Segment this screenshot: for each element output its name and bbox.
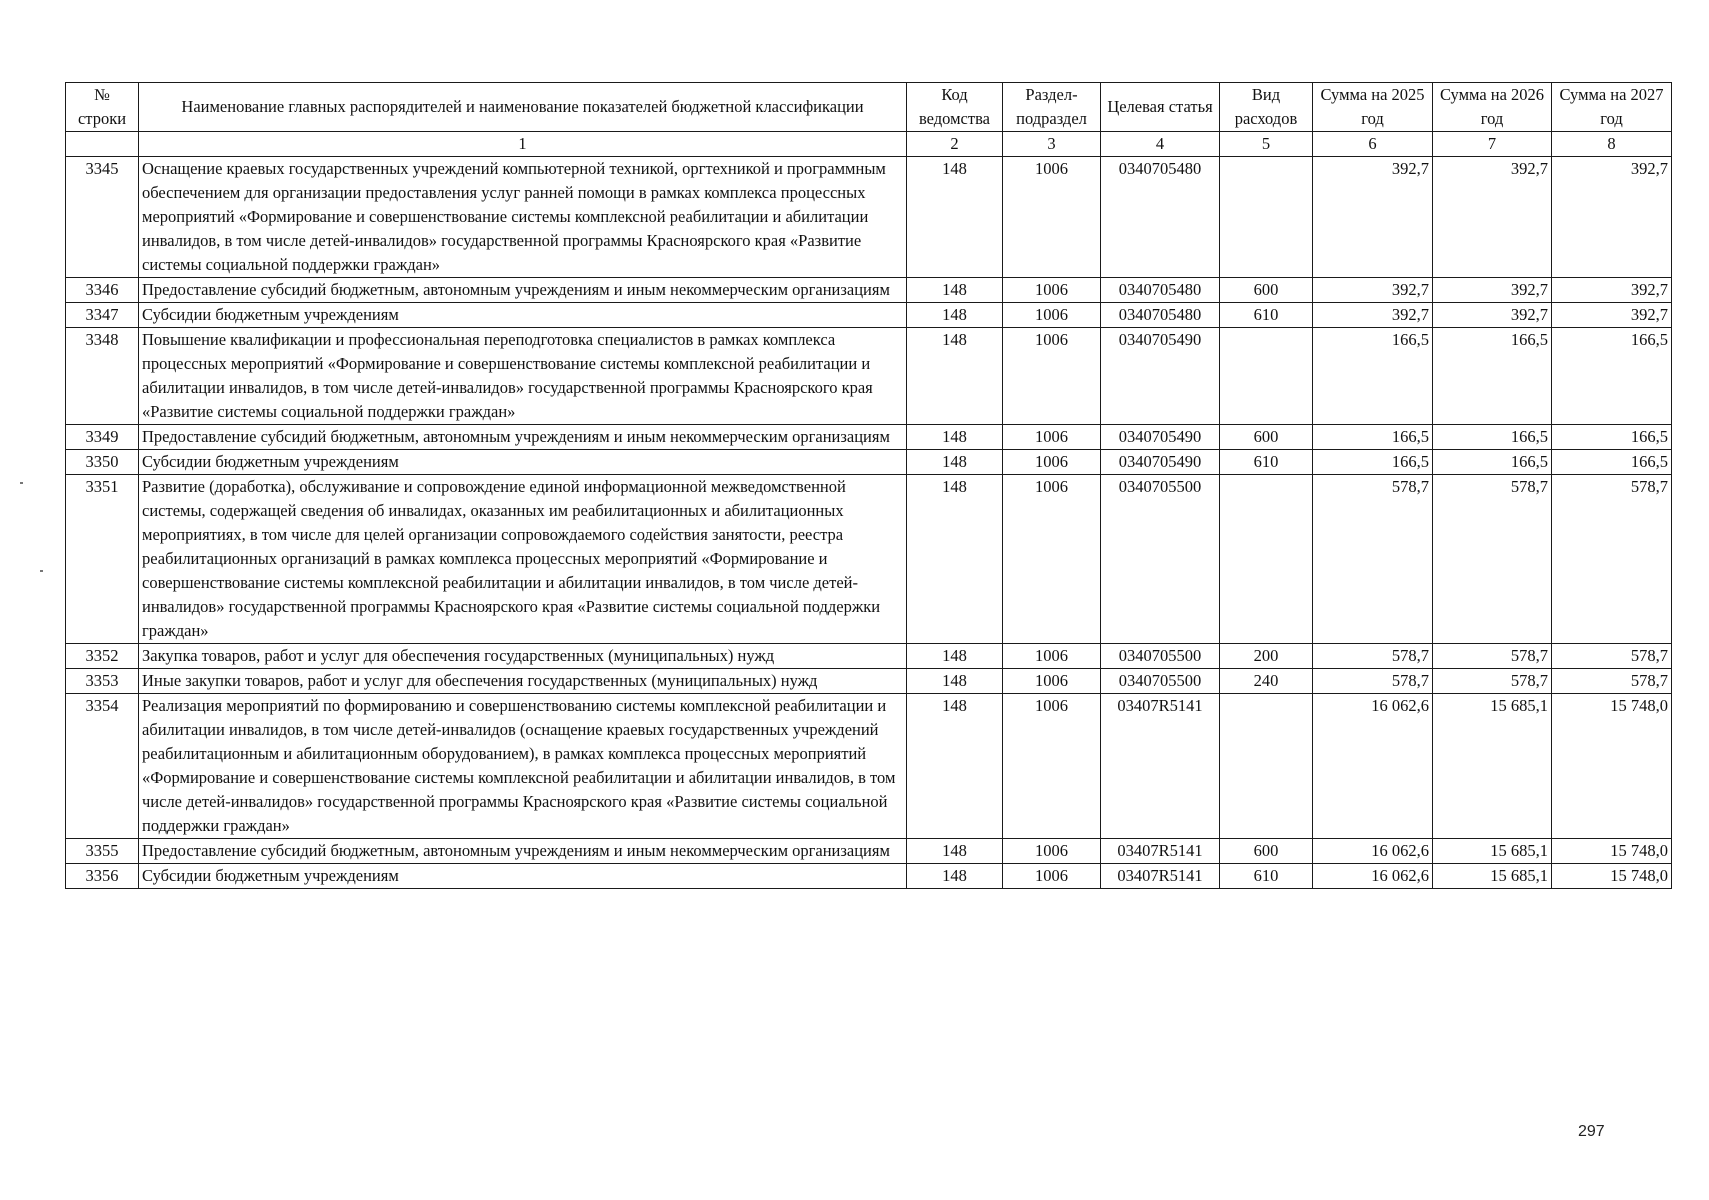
row-target: 0340705480 [1101, 303, 1220, 328]
row-name: Субсидии бюджетным учреждениям [139, 864, 907, 889]
table-row [66, 694, 1672, 839]
row-sum-2026: 578,7 [1433, 669, 1552, 694]
row-sum-2026: 166,5 [1433, 450, 1552, 475]
row-number: 3350 [66, 450, 139, 475]
table-row [66, 157, 1672, 278]
row-dept-code: 148 [907, 644, 1003, 669]
row-sum-2027: 166,5 [1552, 328, 1672, 425]
row-sum-2026: 392,7 [1433, 157, 1552, 278]
row-number: 3356 [66, 864, 139, 889]
header-dept-code: Код ведомства [907, 83, 1003, 132]
header-sum-2026: Сумма на 2026 год [1433, 83, 1552, 132]
row-section: 1006 [1003, 328, 1101, 425]
row-name: Предоставление субсидий бюджетным, автономным учреждениям и иным некоммерческим организациям [139, 839, 907, 864]
header-row-no: № строки [66, 83, 139, 132]
row-expense-type: 240 [1220, 669, 1313, 694]
row-target: 0340705500 [1101, 644, 1220, 669]
row-dept-code: 148 [907, 303, 1003, 328]
row-expense-type [1220, 475, 1313, 644]
row-number: 3354 [66, 694, 139, 839]
row-target: 0340705490 [1101, 328, 1220, 425]
row-expense-type: 200 [1220, 644, 1313, 669]
row-name: Предоставление субсидий бюджетным, автономным учреждениям и иным некоммерческим организациям [139, 425, 907, 450]
row-sum-2025: 166,5 [1313, 450, 1433, 475]
table-row [66, 475, 1672, 644]
row-expense-type: 600 [1220, 278, 1313, 303]
row-number: 3352 [66, 644, 139, 669]
column-index-cell: 2 [907, 132, 1003, 157]
header-section: Раздел-подраздел [1003, 83, 1101, 132]
row-section: 1006 [1003, 839, 1101, 864]
row-section: 1006 [1003, 450, 1101, 475]
row-sum-2026: 392,7 [1433, 303, 1552, 328]
row-sum-2025: 392,7 [1313, 157, 1433, 278]
row-sum-2025: 16 062,6 [1313, 839, 1433, 864]
row-name: Реализация мероприятий по формированию и совершенствованию системы комплексной реабилитации и абилитации инвалидов, в том числе детей-инвалидов (оснащение краевых государственных учреждений реабилитационным и абилитационным оборудованием), в рамках комплекса процессных мероприятий «Формирование и совершенствование системы комплексной реабилитации и абилитации инвалидов, в том числе детей-инвалидов» государственной программы Красноярского края «Развитие системы социальной поддержки граждан» [139, 694, 907, 839]
header-sum-2027: Сумма на 2027 год [1552, 83, 1672, 132]
row-number: 3355 [66, 839, 139, 864]
table-row [66, 864, 1672, 889]
row-section: 1006 [1003, 157, 1101, 278]
table-row [66, 839, 1672, 864]
row-dept-code: 148 [907, 328, 1003, 425]
row-expense-type: 610 [1220, 303, 1313, 328]
row-number: 3351 [66, 475, 139, 644]
row-target: 03407R5141 [1101, 694, 1220, 839]
row-sum-2025: 392,7 [1313, 278, 1433, 303]
row-sum-2026: 166,5 [1433, 425, 1552, 450]
row-sum-2026: 392,7 [1433, 278, 1552, 303]
row-name: Оснащение краевых государственных учреждений компьютерной техникой, оргтехникой и программным обеспечением для организации предоставления услуг ранней помощи в рамках комплекса процессных мероприятий «Формирование и совершенствование системы комплексной реабилитации и абилитации инвалидов, в том числе детей-инвалидов» государственной программы Красноярского края «Развитие системы социальной поддержки граждан» [139, 157, 907, 278]
table-row [66, 450, 1672, 475]
row-target: 0340705500 [1101, 669, 1220, 694]
row-name: Субсидии бюджетным учреждениям [139, 303, 907, 328]
row-dept-code: 148 [907, 864, 1003, 889]
row-section: 1006 [1003, 694, 1101, 839]
row-section: 1006 [1003, 303, 1101, 328]
scan-speck [20, 482, 23, 484]
column-index-cell: 4 [1101, 132, 1220, 157]
row-section: 1006 [1003, 475, 1101, 644]
table-row [66, 425, 1672, 450]
row-expense-type: 610 [1220, 450, 1313, 475]
row-sum-2026: 15 685,1 [1433, 864, 1552, 889]
row-expense-type: 600 [1220, 839, 1313, 864]
row-dept-code: 148 [907, 425, 1003, 450]
row-name: Иные закупки товаров, работ и услуг для обеспечения государственных (муниципальных) нужд [139, 669, 907, 694]
row-dept-code: 148 [907, 450, 1003, 475]
row-sum-2026: 15 685,1 [1433, 839, 1552, 864]
row-sum-2027: 392,7 [1552, 278, 1672, 303]
row-section: 1006 [1003, 864, 1101, 889]
header-name: Наименование главных распорядителей и наименование показателей бюджетной классификации [139, 83, 907, 132]
row-name: Субсидии бюджетным учреждениям [139, 450, 907, 475]
header-target: Целевая статья [1101, 83, 1220, 132]
column-index-cell: 5 [1220, 132, 1313, 157]
row-number: 3353 [66, 669, 139, 694]
row-number: 3348 [66, 328, 139, 425]
row-sum-2025: 166,5 [1313, 328, 1433, 425]
row-sum-2027: 166,5 [1552, 425, 1672, 450]
table-header-row [66, 83, 1672, 132]
row-section: 1006 [1003, 644, 1101, 669]
scan-speck [40, 570, 43, 572]
row-target: 0340705480 [1101, 157, 1220, 278]
page-number: 297 [1578, 1123, 1605, 1140]
row-sum-2025: 578,7 [1313, 644, 1433, 669]
header-sum-2025: Сумма на 2025 год [1313, 83, 1433, 132]
row-dept-code: 148 [907, 839, 1003, 864]
row-sum-2025: 578,7 [1313, 475, 1433, 644]
row-section: 1006 [1003, 669, 1101, 694]
row-sum-2025: 16 062,6 [1313, 694, 1433, 839]
row-number: 3345 [66, 157, 139, 278]
row-sum-2027: 392,7 [1552, 303, 1672, 328]
table-row [66, 644, 1672, 669]
column-index-cell: 1 [139, 132, 907, 157]
row-sum-2027: 578,7 [1552, 644, 1672, 669]
row-dept-code: 148 [907, 669, 1003, 694]
table-row [66, 303, 1672, 328]
table-row [66, 278, 1672, 303]
row-number: 3349 [66, 425, 139, 450]
row-number: 3347 [66, 303, 139, 328]
row-sum-2027: 578,7 [1552, 669, 1672, 694]
table-row [66, 669, 1672, 694]
row-expense-type [1220, 328, 1313, 425]
row-target: 0340705490 [1101, 425, 1220, 450]
row-expense-type: 600 [1220, 425, 1313, 450]
row-sum-2027: 392,7 [1552, 157, 1672, 278]
row-sum-2025: 16 062,6 [1313, 864, 1433, 889]
row-sum-2027: 578,7 [1552, 475, 1672, 644]
row-sum-2025: 166,5 [1313, 425, 1433, 450]
row-dept-code: 148 [907, 278, 1003, 303]
row-sum-2027: 15 748,0 [1552, 839, 1672, 864]
row-section: 1006 [1003, 425, 1101, 450]
row-expense-type [1220, 694, 1313, 839]
row-dept-code: 148 [907, 475, 1003, 644]
row-target: 03407R5141 [1101, 864, 1220, 889]
row-section: 1006 [1003, 278, 1101, 303]
row-target: 0340705500 [1101, 475, 1220, 644]
column-index-cell: 8 [1552, 132, 1672, 157]
row-sum-2025: 392,7 [1313, 303, 1433, 328]
column-index-cell: 7 [1433, 132, 1552, 157]
row-sum-2025: 578,7 [1313, 669, 1433, 694]
budget-table [65, 82, 1672, 889]
row-sum-2027: 15 748,0 [1552, 694, 1672, 839]
row-name: Развитие (доработка), обслуживание и сопровождение единой информационной межведомственной системы, содержащей сведения об инвалидах, оказанных им реабилитационных и абилитационных мероприятиях, в том числе для целей организации сопровождаемого содействия занятости, реестра реабилитационных организаций в рамках комплекса процессных мероприятий «Формирование и совершенствование системы комплексной реабилитации и абилитации инвалидов, в том числе детей-инвалидов» государственной программы Красноярского края «Развитие системы социальной поддержки граждан» [139, 475, 907, 644]
row-dept-code: 148 [907, 694, 1003, 839]
row-number: 3346 [66, 278, 139, 303]
column-index-cell: 3 [1003, 132, 1101, 157]
row-name: Предоставление субсидий бюджетным, автономным учреждениям и иным некоммерческим организациям [139, 278, 907, 303]
row-sum-2027: 166,5 [1552, 450, 1672, 475]
row-target: 0340705480 [1101, 278, 1220, 303]
row-expense-type [1220, 157, 1313, 278]
row-sum-2026: 15 685,1 [1433, 694, 1552, 839]
table-row [66, 328, 1672, 425]
row-sum-2026: 166,5 [1433, 328, 1552, 425]
header-expense-type: Вид расходов [1220, 83, 1313, 132]
row-name: Закупка товаров, работ и услуг для обеспечения государственных (муниципальных) нужд [139, 644, 907, 669]
row-sum-2026: 578,7 [1433, 475, 1552, 644]
row-target: 0340705490 [1101, 450, 1220, 475]
row-dept-code: 148 [907, 157, 1003, 278]
column-index-row [66, 132, 1672, 157]
row-sum-2026: 578,7 [1433, 644, 1552, 669]
column-index-cell: 6 [1313, 132, 1433, 157]
row-name: Повышение квалификации и профессиональная переподготовка специалистов в рамках комплекса процессных мероприятий «Формирование и совершенствование системы комплексной реабилитации и абилитации инвалидов, в том числе детей-инвалидов» государственной программы Красноярского края «Развитие системы социальной поддержки граждан» [139, 328, 907, 425]
column-index-cell [66, 132, 139, 157]
row-target: 03407R5141 [1101, 839, 1220, 864]
row-expense-type: 610 [1220, 864, 1313, 889]
row-sum-2027: 15 748,0 [1552, 864, 1672, 889]
